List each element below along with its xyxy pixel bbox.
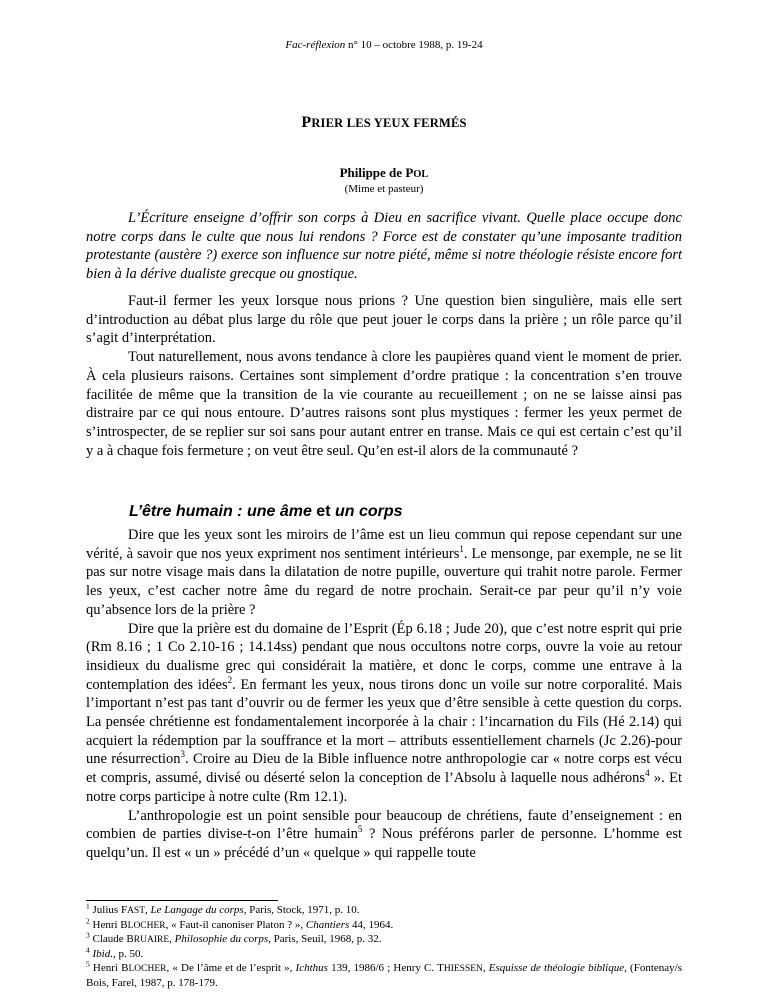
journal-name: Fac-réflexion xyxy=(285,39,346,51)
cited-title: Ichthus xyxy=(295,961,328,974)
footnote-ref-4[interactable]: 4 xyxy=(645,768,650,779)
author-first: Philippe de xyxy=(339,165,406,180)
text-run: , xyxy=(145,904,151,916)
text-run: HIESSEN xyxy=(443,963,483,974)
text-run: AST xyxy=(127,906,146,916)
abstract-paragraph: L’Écriture enseigne d’offrir son corps à Dieu en sacrifice vivant. Quelle place occupe donc notre corps dans le culte que nous lui rendons ? Force est de constater qu’une imposante tradition protestante (austère ?) exerce son influence sur notre piété, même si notre théologie résiste encore fort bien à la dérive dualiste grecque ou gnostique. xyxy=(86,210,682,283)
text-run: , (Fontenay/s Bois, Farel, 1987, p. 178-179. xyxy=(86,961,682,989)
text-run: Henri xyxy=(89,961,122,974)
footnote-ref-1[interactable]: 1 xyxy=(459,543,464,554)
footnote-number: 3 xyxy=(86,930,90,940)
text-run: ? Nous préférons parler de personne. L’homme est quelqu’un. Il est « un » précédé d’un « quelque » qui rappelle toute xyxy=(86,826,682,861)
footnote-5 xyxy=(86,959,682,990)
text-run: T xyxy=(437,961,444,974)
text-run: F xyxy=(120,904,128,916)
text-run: . En fermant les yeux, nous tirons donc un voile sur notre corporalité. Mais l’important n’est pas tant d’ouvrir ou de fermer les yeux que d’être sensible à cette question du corps. La pensée chrétienne est fondamentalement incorporée à la chair : l’incarnation du Fils (Hé 2.14) qui acquiert la rédemption par la souffrance et la mort – attributs essentiellement charnels (Jc 2.26)-pour une résurrection xyxy=(86,676,682,768)
running-header xyxy=(0,38,768,52)
abstract xyxy=(86,209,682,284)
text-run: L’anthropologie est un point sensible pour beaucoup de chrétiens, faute d’enseignement : en combien de parties divise-t-on l’être humain xyxy=(86,807,682,843)
text-run: . Le mensonge, par exemple, ne se lit pas sur notre visage mais dans la dilatation de notre pupille, ouverture qui trahit notre parole. Fermer les yeux, c’est cacher notre âme du regard de notre prochain. Serait-ce par peur qu’il n’y voie qu’absence lors de la prière ? xyxy=(86,545,682,618)
text-run: 139, 1986/6 ; Henry C. xyxy=(327,961,438,974)
cited-title: Esquisse de théologie biblique xyxy=(488,961,625,974)
text-run: , « Faut-il canoniser Platon ? », xyxy=(165,918,306,931)
text-run: B xyxy=(121,961,129,974)
title-smallcaps: RIER LES YEUX FERMÉS xyxy=(311,116,467,130)
text-run: , « De l’âme et de l’esprit », xyxy=(166,961,296,974)
footnote-3 xyxy=(86,930,682,948)
footnote-1 xyxy=(86,901,682,919)
text-run: Claude xyxy=(89,933,127,946)
footnotes xyxy=(86,901,682,990)
cited-title: Philosophie du corps xyxy=(174,933,269,946)
cited-title: Le Langage du corps xyxy=(150,904,244,916)
footnote-ref-3[interactable]: 3 xyxy=(180,749,186,760)
text-run: ». Et notre corps participe à notre culte (Rm 12.1). xyxy=(86,770,682,805)
section-paragraph-1 xyxy=(86,526,682,620)
footnote-number: 1 xyxy=(86,901,90,911)
cited-title: Ibid. xyxy=(89,948,113,961)
text-run: B xyxy=(120,918,128,931)
footnote-number: 5 xyxy=(86,959,90,969)
issue-info: n° 10 – octobre 1988, p. 19-24 xyxy=(345,39,483,51)
section-heading xyxy=(129,502,403,522)
author-last-smallcaps: OL xyxy=(413,169,429,180)
heading-part-b: et xyxy=(311,503,335,520)
footnote-ref-5[interactable]: 5 xyxy=(357,824,363,835)
section-body xyxy=(86,526,682,863)
footnote-2 xyxy=(86,916,682,934)
text-run: , xyxy=(169,933,175,946)
cited-title: Chantiers xyxy=(305,918,350,931)
heading-part-a: L’être humain : une âme xyxy=(129,503,312,520)
heading-part-c: un corps xyxy=(334,503,403,520)
footnote-separator xyxy=(86,900,278,901)
text-run: , p. 50. xyxy=(112,948,144,961)
text-run: , xyxy=(482,961,489,974)
introduction xyxy=(86,292,682,460)
text-run: Julius xyxy=(89,904,121,916)
footnote-number: 4 xyxy=(86,945,90,955)
author-affiliation: (Mime et pasteur) xyxy=(344,183,424,195)
text-run: Dire que la prière est du domaine de l’Esprit (Ép 6.18 ; Jude 20), que c’est notre esprit qui prie (Rm 8.16 ; 1 Co 2.10-16 ; 14.14ss) pendant que nous occultons notre corps, ouvre la voie au retour insidieux du dualisme grec qui considérait la matière, et donc le corps, comme une entrave à la contemplation des idées xyxy=(86,620,682,693)
text-run: LOCHER xyxy=(128,963,167,974)
text-run: , Paris, Seuil, 1968, p. 32. xyxy=(268,933,382,946)
author-last-initial: P xyxy=(405,165,414,180)
title-initial: P xyxy=(301,114,312,131)
footnote-number: 2 xyxy=(86,916,90,926)
text-run: 44, 1964. xyxy=(349,918,394,931)
text-run: RUAIRE xyxy=(133,935,170,946)
article-title xyxy=(0,113,768,133)
section-paragraph-2 xyxy=(86,620,682,807)
text-run: LOCHER xyxy=(127,920,166,931)
footnote-4 xyxy=(86,945,682,962)
text-run: B xyxy=(126,933,134,946)
text-run: . Croire au Dieu de la Bible influence notre anthropologie car « notre corps est vécu et compris, assumé, divisé ou déserté selon la conception de l’Absolu à laquelle nous adhérons xyxy=(86,751,682,787)
author-name xyxy=(0,165,768,183)
section-paragraph-3 xyxy=(86,807,682,863)
text-run: Dire que les yeux sont les miroirs de l’âme est un lieu commun qui repose cependant sur une vérité, à savoir que nos yeux expriment nos sentiment intérieurs xyxy=(86,527,682,562)
intro-paragraph-2: Tout naturellement, nous avons tendance à clore les paupières quand vient le moment de prier. À cela plusieurs raisons. Certaines sont simplement d’ordre pratique : la concentration s’en trouve facilitée de même que la transition de la vie courante au recueillement ; on ne se laisse ainsi pas distraire par ce qui nous entoure. D’autres raisons sont plus mystiques : fermer les yeux permet de s’introspecter, de se replier sur soi sans pour autant entrer en transe. Mais ce qui est certain c’est qu’il y a à chaque fois fermeture ; on veut être seul. Qu’en est-il alors de la communauté ? xyxy=(86,349,682,459)
text-run: Henri xyxy=(89,918,121,931)
text-run: , Paris, Stock, 1971, p. 10. xyxy=(243,904,360,916)
footnote-ref-2[interactable]: 2 xyxy=(227,674,233,685)
intro-paragraph-1: Faut-il fermer les yeux lorsque nous prions ? Une question bien singulière, mais elle sert d’introduction au débat plus large du rôle que peut jouer le corps dans la prière ; un rôle parce qu’il s’agit d’interprétation. xyxy=(86,293,682,347)
